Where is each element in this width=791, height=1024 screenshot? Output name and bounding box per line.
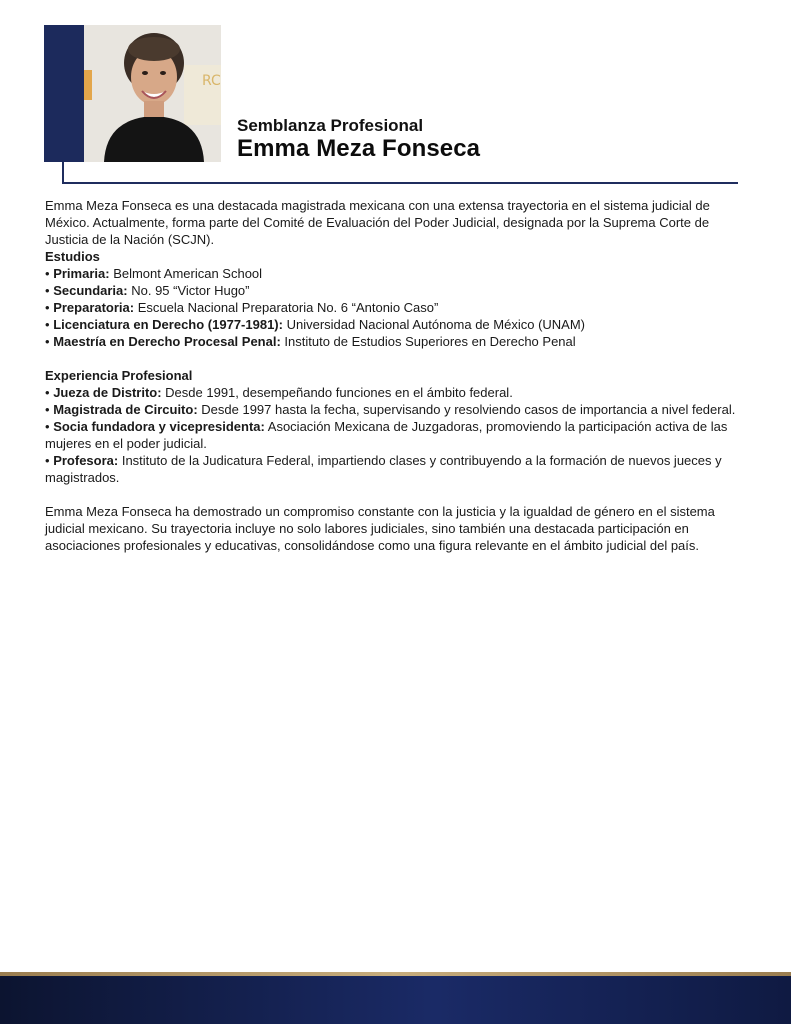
item-label: Licenciatura en Derecho (1977-1981): [53, 317, 283, 332]
bullet-icon: • [45, 283, 50, 298]
bullet-icon: • [45, 419, 50, 434]
list-item [45, 401, 751, 418]
item-label: Socia fundadora y vicepresidenta: [53, 419, 265, 434]
header-rule-vertical [62, 162, 64, 184]
item-text: Desde 1997 hasta la fecha, supervisando y resolviendo casos de importancia a nivel federal. [201, 402, 736, 417]
item-text: Instituto de la Judicatura Federal, impartiendo clases y contribuyendo a la formación de nuevos jueces y magistrados. [45, 453, 722, 485]
experiencia-heading: Experiencia Profesional [45, 368, 193, 383]
estudios-list [45, 265, 751, 350]
item-text: Escuela Nacional Preparatoria No. 6 “Antonio Caso” [137, 300, 439, 315]
list-item [45, 384, 751, 401]
document-subtitle: Semblanza Profesional [237, 116, 424, 135]
header-rule-horizontal [62, 182, 738, 184]
svg-text:RC: RC [202, 73, 221, 89]
list-item [45, 282, 751, 299]
bullet-icon: • [45, 300, 50, 315]
item-text: Desde 1991, desempeñando funciones en el ámbito federal. [165, 385, 513, 400]
page-title: Emma Meza Fonseca [237, 135, 481, 162]
portrait-illustration-icon [84, 25, 221, 162]
intro-paragraph: Emma Meza Fonseca es una destacada magistrada mexicana con una extensa trayectoria en el sistema judicial de México. Actualmente, forma parte del Comité de Evaluación del Poder Judicial, designada por la Suprema Corte de Justicia de la Nación (SCJN). [45, 198, 710, 247]
item-label: Preparatoria: [53, 300, 135, 315]
bullet-icon: • [45, 317, 50, 332]
list-item [45, 418, 751, 452]
header-photo-block [44, 25, 221, 162]
photo-accent-stripe [44, 25, 84, 162]
bullet-icon: • [45, 453, 50, 468]
section-spacer [45, 486, 751, 503]
section-spacer [45, 350, 751, 367]
list-item [45, 265, 751, 282]
list-item [45, 316, 751, 333]
footer-bar [0, 976, 791, 1024]
item-text: Belmont American School [113, 266, 263, 281]
item-label: Maestría en Derecho Procesal Penal: [53, 334, 281, 349]
item-text: Universidad Nacional Autónoma de México (UNAM) [286, 317, 585, 332]
item-text: No. 95 “Victor Hugo” [131, 283, 250, 298]
item-label: Primaria: [53, 266, 110, 281]
list-item [45, 299, 751, 316]
item-label: Magistrada de Circuito: [53, 402, 198, 417]
item-label: Secundaria: [53, 283, 128, 298]
biography-content [45, 197, 751, 554]
experiencia-list [45, 384, 751, 486]
bullet-icon: • [45, 402, 50, 417]
item-text: Instituto de Estudios Superiores en Derecho Penal [284, 334, 576, 349]
portrait-photo [84, 25, 221, 162]
list-item [45, 333, 751, 350]
closing-paragraph: Emma Meza Fonseca ha demostrado un compromiso constante con la justicia y la igualdad de género en el sistema judicial mexicano. Su trayectoria incluye no solo labores judiciales, sino también una destacada participación en asociaciones profesionales y educativas, consolidándose como una figura relevante en el ámbito judicial del país. [45, 504, 715, 553]
bullet-icon: • [45, 266, 50, 281]
estudios-heading: Estudios [45, 249, 100, 264]
item-label: Jueza de Distrito: [53, 385, 162, 400]
list-item [45, 452, 751, 486]
item-label: Profesora: [53, 453, 119, 468]
item-text: Asociación Mexicana de Juzgadoras, promoviendo la participación activa de las mujeres en el poder judicial. [45, 419, 728, 451]
bullet-icon: • [45, 385, 50, 400]
bullet-icon: • [45, 334, 50, 349]
